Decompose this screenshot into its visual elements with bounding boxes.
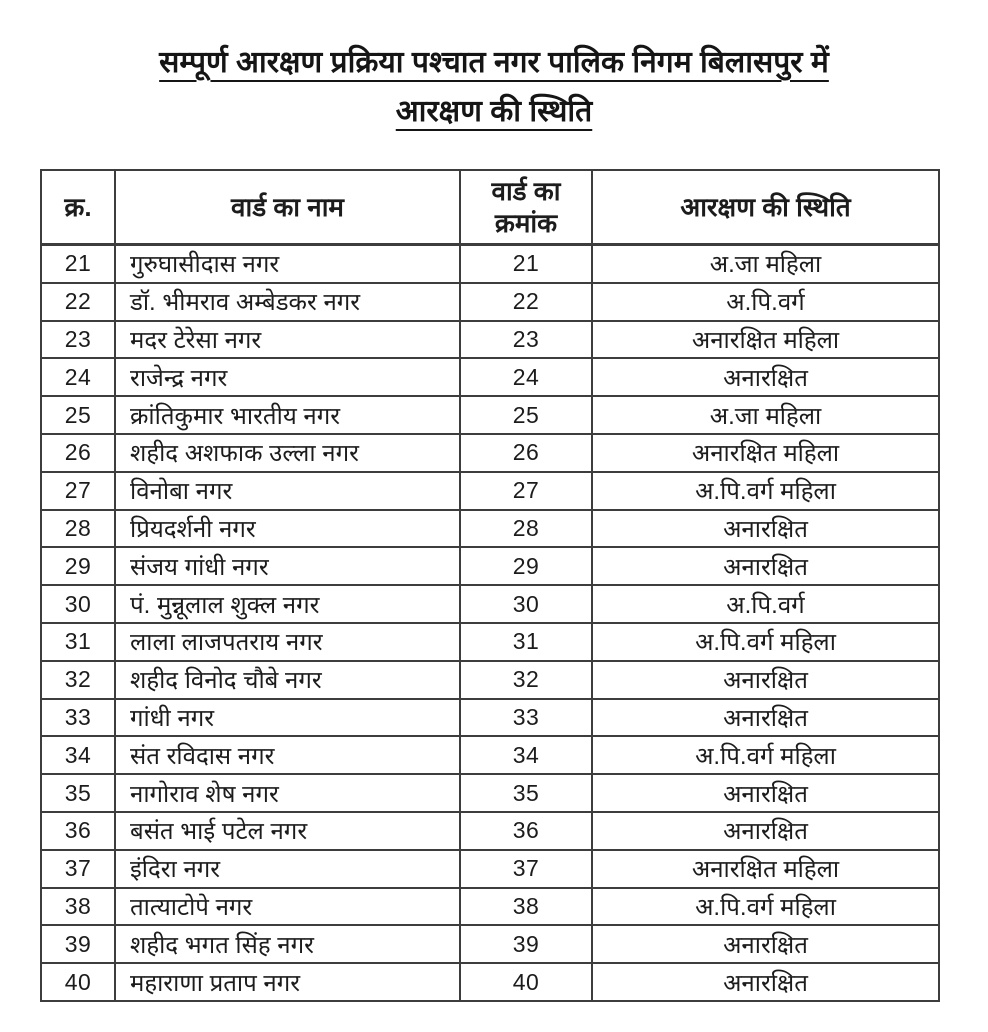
ward-number-cell: 22 [460, 283, 592, 321]
ward-name-cell: विनोबा नगर [115, 472, 460, 510]
reservation-status-cell: अनारक्षित महिला [592, 434, 939, 472]
ward-reservation-table [40, 169, 940, 1002]
ward-number-cell: 25 [460, 396, 592, 434]
reservation-status-cell: अनारक्षित [592, 661, 939, 699]
document-title-line-1: सम्पूर्ण आरक्षण प्रक्रिया पश्चात नगर पालिक निगम बिलासपुर में [159, 46, 829, 79]
table-row [41, 283, 939, 321]
table-row [41, 888, 939, 926]
ward-number-cell: 40 [460, 963, 592, 1001]
ward-name-cell: इंदिरा नगर [115, 850, 460, 888]
ward-number-cell: 21 [460, 245, 592, 283]
ward-name-cell: शहीद विनोद चौबे नगर [115, 661, 460, 699]
ward-name-cell: प्रियदर्शनी नगर [115, 510, 460, 548]
table-header-row [41, 170, 939, 245]
table-row [41, 547, 939, 585]
table-row [41, 623, 939, 661]
ward-number-cell: 35 [460, 774, 592, 812]
table-row [41, 812, 939, 850]
table-row [41, 396, 939, 434]
reservation-status-cell: अनारक्षित महिला [592, 850, 939, 888]
reservation-status-cell: अनारक्षित [592, 510, 939, 548]
reservation-status-cell: अनारक्षित [592, 774, 939, 812]
ward-number-cell: 38 [460, 888, 592, 926]
reservation-status-cell: अनारक्षित महिला [592, 321, 939, 359]
ward-name-cell: संत रविदास नगर [115, 736, 460, 774]
ward-name-cell: मदर टेरेसा नगर [115, 321, 460, 359]
document-title [0, 0, 988, 131]
ward-number-cell: 32 [460, 661, 592, 699]
table-row [41, 736, 939, 774]
header-serial: क्र. [41, 170, 115, 245]
serial-cell: 23 [41, 321, 115, 359]
serial-cell: 25 [41, 396, 115, 434]
reservation-status-cell: अ.जा महिला [592, 245, 939, 283]
serial-cell: 21 [41, 245, 115, 283]
reservation-status-cell: अनारक्षित [592, 547, 939, 585]
reservation-status-cell: अ.पि.वर्ग महिला [592, 888, 939, 926]
serial-cell: 32 [41, 661, 115, 699]
ward-name-cell: क्रांतिकुमार भारतीय नगर [115, 396, 460, 434]
table-row [41, 661, 939, 699]
table-row [41, 850, 939, 888]
reservation-status-cell: अ.पि.वर्ग [592, 283, 939, 321]
ward-number-cell: 36 [460, 812, 592, 850]
serial-cell: 30 [41, 585, 115, 623]
header-ward-number: वार्ड का क्रमांक [460, 170, 592, 245]
table-body [41, 245, 939, 1001]
reservation-status-cell: अनारक्षित [592, 358, 939, 396]
serial-cell: 33 [41, 699, 115, 737]
table-row [41, 245, 939, 283]
ward-number-cell: 29 [460, 547, 592, 585]
serial-cell: 34 [41, 736, 115, 774]
ward-number-cell: 27 [460, 472, 592, 510]
ward-number-cell: 39 [460, 925, 592, 963]
ward-number-cell: 30 [460, 585, 592, 623]
reservation-status-cell: अनारक्षित [592, 925, 939, 963]
reservation-status-cell: अ.जा महिला [592, 396, 939, 434]
serial-cell: 29 [41, 547, 115, 585]
serial-cell: 40 [41, 963, 115, 1001]
ward-name-cell: शहीद भगत सिंह नगर [115, 925, 460, 963]
header-ward-name: वार्ड का नाम [115, 170, 460, 245]
ward-number-cell: 34 [460, 736, 592, 774]
serial-cell: 28 [41, 510, 115, 548]
ward-name-cell: राजेन्द्र नगर [115, 358, 460, 396]
ward-name-cell: बसंत भाई पटेल नगर [115, 812, 460, 850]
reservation-status-cell: अनारक्षित [592, 699, 939, 737]
ward-number-cell: 26 [460, 434, 592, 472]
table-row [41, 925, 939, 963]
table-row [41, 585, 939, 623]
ward-name-cell: नागोराव शेष नगर [115, 774, 460, 812]
serial-cell: 27 [41, 472, 115, 510]
table-row [41, 699, 939, 737]
reservation-status-cell: अ.पि.वर्ग [592, 585, 939, 623]
ward-name-cell: डॉ. भीमराव अम्बेडकर नगर [115, 283, 460, 321]
serial-cell: 35 [41, 774, 115, 812]
serial-cell: 22 [41, 283, 115, 321]
ward-name-cell: तात्याटोपे नगर [115, 888, 460, 926]
ward-number-cell: 24 [460, 358, 592, 396]
serial-cell: 31 [41, 623, 115, 661]
serial-cell: 38 [41, 888, 115, 926]
table-row [41, 510, 939, 548]
ward-name-cell: महाराणा प्रताप नगर [115, 963, 460, 1001]
reservation-status-cell: अनारक्षित [592, 812, 939, 850]
ward-name-cell: गांधी नगर [115, 699, 460, 737]
table-row [41, 472, 939, 510]
ward-number-cell: 28 [460, 510, 592, 548]
document-title-line-2: आरक्षण की स्थिति [395, 95, 593, 128]
reservation-status-cell: अनारक्षित [592, 963, 939, 1001]
ward-name-cell: गुरुघासीदास नगर [115, 245, 460, 283]
table-row [41, 963, 939, 1001]
ward-number-cell: 33 [460, 699, 592, 737]
table-row [41, 774, 939, 812]
reservation-status-cell: अ.पि.वर्ग महिला [592, 472, 939, 510]
reservation-status-cell: अ.पि.वर्ग महिला [592, 623, 939, 661]
serial-cell: 39 [41, 925, 115, 963]
ward-number-cell: 23 [460, 321, 592, 359]
serial-cell: 24 [41, 358, 115, 396]
ward-number-cell: 37 [460, 850, 592, 888]
table-row [41, 358, 939, 396]
ward-name-cell: शहीद अशफाक उल्ला नगर [115, 434, 460, 472]
ward-number-cell: 31 [460, 623, 592, 661]
ward-name-cell: पं. मुन्नूलाल शुक्ल नगर [115, 585, 460, 623]
table-row [41, 321, 939, 359]
serial-cell: 36 [41, 812, 115, 850]
reservation-status-cell: अ.पि.वर्ग महिला [592, 736, 939, 774]
header-reservation-status: आरक्षण की स्थिति [592, 170, 939, 245]
ward-name-cell: लाला लाजपतराय नगर [115, 623, 460, 661]
serial-cell: 26 [41, 434, 115, 472]
table-row [41, 434, 939, 472]
ward-name-cell: संजय गांधी नगर [115, 547, 460, 585]
serial-cell: 37 [41, 850, 115, 888]
